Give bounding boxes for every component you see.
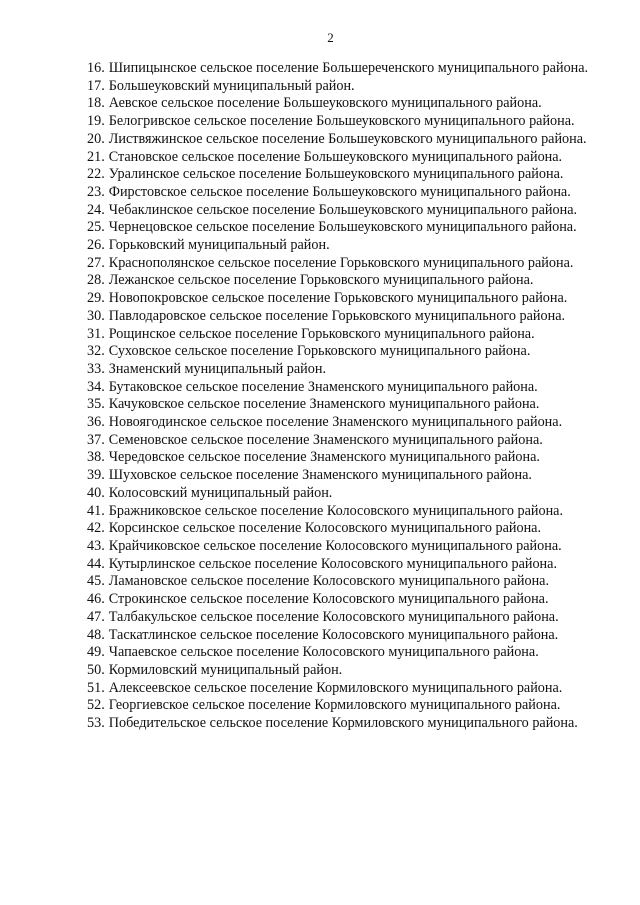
- item-text: Качуковское сельское поселение Знаменского муниципального района.: [108, 396, 540, 413]
- item-text: Шипицынское сельское поселение Большереченского муниципального района.: [108, 60, 589, 76]
- item-text: Новоягодинское сельское поселение Знаменского муниципального района.: [108, 414, 563, 431]
- list-item: [56, 449, 605, 467]
- list-item: [56, 396, 605, 414]
- item-number: 32.: [87, 343, 105, 360]
- item-number: 19.: [87, 113, 105, 130]
- item-text: Чапаевское сельское поселение Колосовского муниципального района.: [108, 644, 539, 661]
- item-number: 34.: [87, 378, 105, 395]
- list-item: [56, 680, 605, 698]
- list-item: [56, 591, 605, 609]
- item-number: 17.: [87, 77, 105, 94]
- page-number: 2: [327, 30, 334, 45]
- item-number: 47.: [87, 608, 105, 625]
- item-text: Колосовский муниципальный район.: [108, 484, 333, 501]
- item-text: Становское сельское поселение Большеуковского муниципального района.: [108, 148, 563, 165]
- item-text: Победительское сельское поселение Кормиловского муниципального района.: [108, 715, 578, 732]
- item-text: Чернецовское сельское поселение Большеуковского муниципального района.: [108, 219, 577, 236]
- list-item: [56, 60, 605, 78]
- item-text: Алексеевское сельское поселение Кормиловского муниципального района.: [108, 679, 563, 696]
- list-item: [56, 237, 605, 255]
- item-text: Лежанское сельское поселение Горьковского муниципального района.: [108, 272, 534, 289]
- item-number: 35.: [87, 396, 105, 413]
- item-number: 18.: [87, 95, 105, 112]
- item-text: Семеновское сельское поселение Знаменского муниципального района.: [108, 431, 543, 448]
- item-number: 22.: [87, 166, 105, 183]
- item-text: Большеуковский муниципальный район.: [108, 77, 355, 94]
- item-text: Корсинское сельское поселение Колосовского муниципального района.: [108, 520, 542, 537]
- item-text: Шуховское сельское поселение Знаменского муниципального района.: [108, 467, 532, 484]
- item-number: 38.: [87, 449, 105, 466]
- item-number: 31.: [87, 325, 105, 342]
- list-item: [56, 202, 605, 220]
- item-number: 37.: [87, 431, 105, 448]
- list-item: [56, 520, 605, 538]
- list-item: [56, 113, 605, 131]
- item-number: 27.: [87, 254, 105, 271]
- list-item: [56, 697, 605, 715]
- list-item: [56, 219, 605, 237]
- item-number: 40.: [87, 484, 105, 501]
- item-text: Таскатлинское сельское поселение Колосовского муниципального района.: [108, 626, 559, 643]
- item-number: 44.: [87, 555, 105, 572]
- item-text: Знаменский муниципальный район.: [108, 360, 327, 377]
- list-item: [56, 432, 605, 450]
- item-text: Кормиловский муниципальный район.: [108, 661, 343, 678]
- list-item: [56, 662, 605, 680]
- list-item: [56, 255, 605, 273]
- list-item: [56, 95, 605, 113]
- list-item: [56, 485, 605, 503]
- item-number: 46.: [87, 591, 105, 608]
- item-text: Талбакульское сельское поселение Колосовского муниципального района.: [108, 608, 559, 625]
- list-item: [56, 609, 605, 627]
- item-text: Чебаклинское сельское поселение Большеуковского муниципального района.: [108, 201, 578, 218]
- item-text: Бражниковское сельское поселение Колосовского муниципального района.: [108, 502, 564, 519]
- item-number: 53.: [87, 715, 105, 732]
- item-text: Строкинское сельское поселение Колосовского муниципального района.: [108, 591, 549, 608]
- list-item: [56, 627, 605, 645]
- item-text: Горьковский муниципальный район.: [108, 237, 330, 254]
- item-number: 36.: [87, 414, 105, 431]
- list-item: [56, 290, 605, 308]
- item-text: Бутаковское сельское поселение Знаменского муниципального района.: [108, 378, 538, 395]
- item-number: 23.: [87, 183, 105, 200]
- item-number: 42.: [87, 520, 105, 537]
- item-text: Кутырлинское сельское поселение Колосовского муниципального района.: [108, 555, 557, 572]
- item-text: Павлодаровское сельское поселение Горьковского муниципального района.: [108, 307, 566, 324]
- list-item: [56, 414, 605, 432]
- item-text: Крайчиковское сельское поселение Колосовского муниципального района.: [108, 537, 562, 554]
- list-item: [56, 326, 605, 344]
- list-item: [56, 131, 605, 149]
- item-text: Чередовское сельское поселение Знаменского муниципального района.: [108, 449, 540, 466]
- item-number: 45.: [87, 573, 105, 590]
- item-text: Суховское сельское поселение Горьковского муниципального района.: [108, 343, 531, 360]
- list-item: [56, 78, 605, 96]
- item-text: Краснополянское сельское поселение Горьковского муниципального района.: [108, 254, 574, 271]
- list-item: [56, 184, 605, 202]
- list-item: [56, 644, 605, 662]
- item-number: 26.: [87, 237, 105, 254]
- list-item: [56, 308, 605, 326]
- list-item: [56, 166, 605, 184]
- item-text: Фирстовское сельское поселение Большеуковского муниципального района.: [108, 183, 571, 200]
- list-item: [56, 379, 605, 397]
- item-number: 43.: [87, 537, 105, 554]
- list-item: [56, 343, 605, 361]
- settlement-list: [56, 60, 605, 733]
- item-number: 51.: [87, 679, 105, 696]
- item-number: 25.: [87, 219, 105, 236]
- item-number: 48.: [87, 626, 105, 643]
- item-number: 41.: [87, 502, 105, 519]
- item-number: 33.: [87, 360, 105, 377]
- item-number: 52.: [87, 697, 105, 714]
- item-number: 24.: [87, 201, 105, 218]
- item-number: 50.: [87, 661, 105, 678]
- item-text: Аевское сельское поселение Большеуковского муниципального района.: [108, 95, 542, 112]
- item-text: Листвяжинское сельское поселение Большеуковского муниципального района.: [108, 130, 587, 147]
- item-text: Ламановское сельское поселение Колосовского муниципального района.: [108, 573, 550, 590]
- list-item: [56, 573, 605, 591]
- list-item: [56, 715, 605, 733]
- list-item: [56, 361, 605, 379]
- list-item: [56, 272, 605, 290]
- item-text: Белогривское сельское поселение Большеуковского муниципального района.: [108, 113, 575, 130]
- item-number: 30.: [87, 307, 105, 324]
- list-item: [56, 538, 605, 556]
- document-page: [56, 30, 605, 733]
- item-number: 16.: [87, 60, 105, 76]
- item-text: Новопокровское сельское поселение Горьковского муниципального района.: [108, 290, 568, 307]
- list-item: [56, 556, 605, 574]
- item-number: 28.: [87, 272, 105, 289]
- item-text: Георгиевское сельское поселение Кормиловского муниципального района.: [108, 697, 561, 714]
- item-number: 20.: [87, 130, 105, 147]
- item-number: 39.: [87, 467, 105, 484]
- list-item: [56, 149, 605, 167]
- item-text: Рощинское сельское поселение Горьковского муниципального района.: [108, 325, 535, 342]
- item-number: 21.: [87, 148, 105, 165]
- item-number: 49.: [87, 644, 105, 661]
- list-item: [56, 503, 605, 521]
- item-number: 29.: [87, 290, 105, 307]
- item-text: Уралинское сельское поселение Большеуковского муниципального района.: [108, 166, 564, 183]
- list-item: [56, 467, 605, 485]
